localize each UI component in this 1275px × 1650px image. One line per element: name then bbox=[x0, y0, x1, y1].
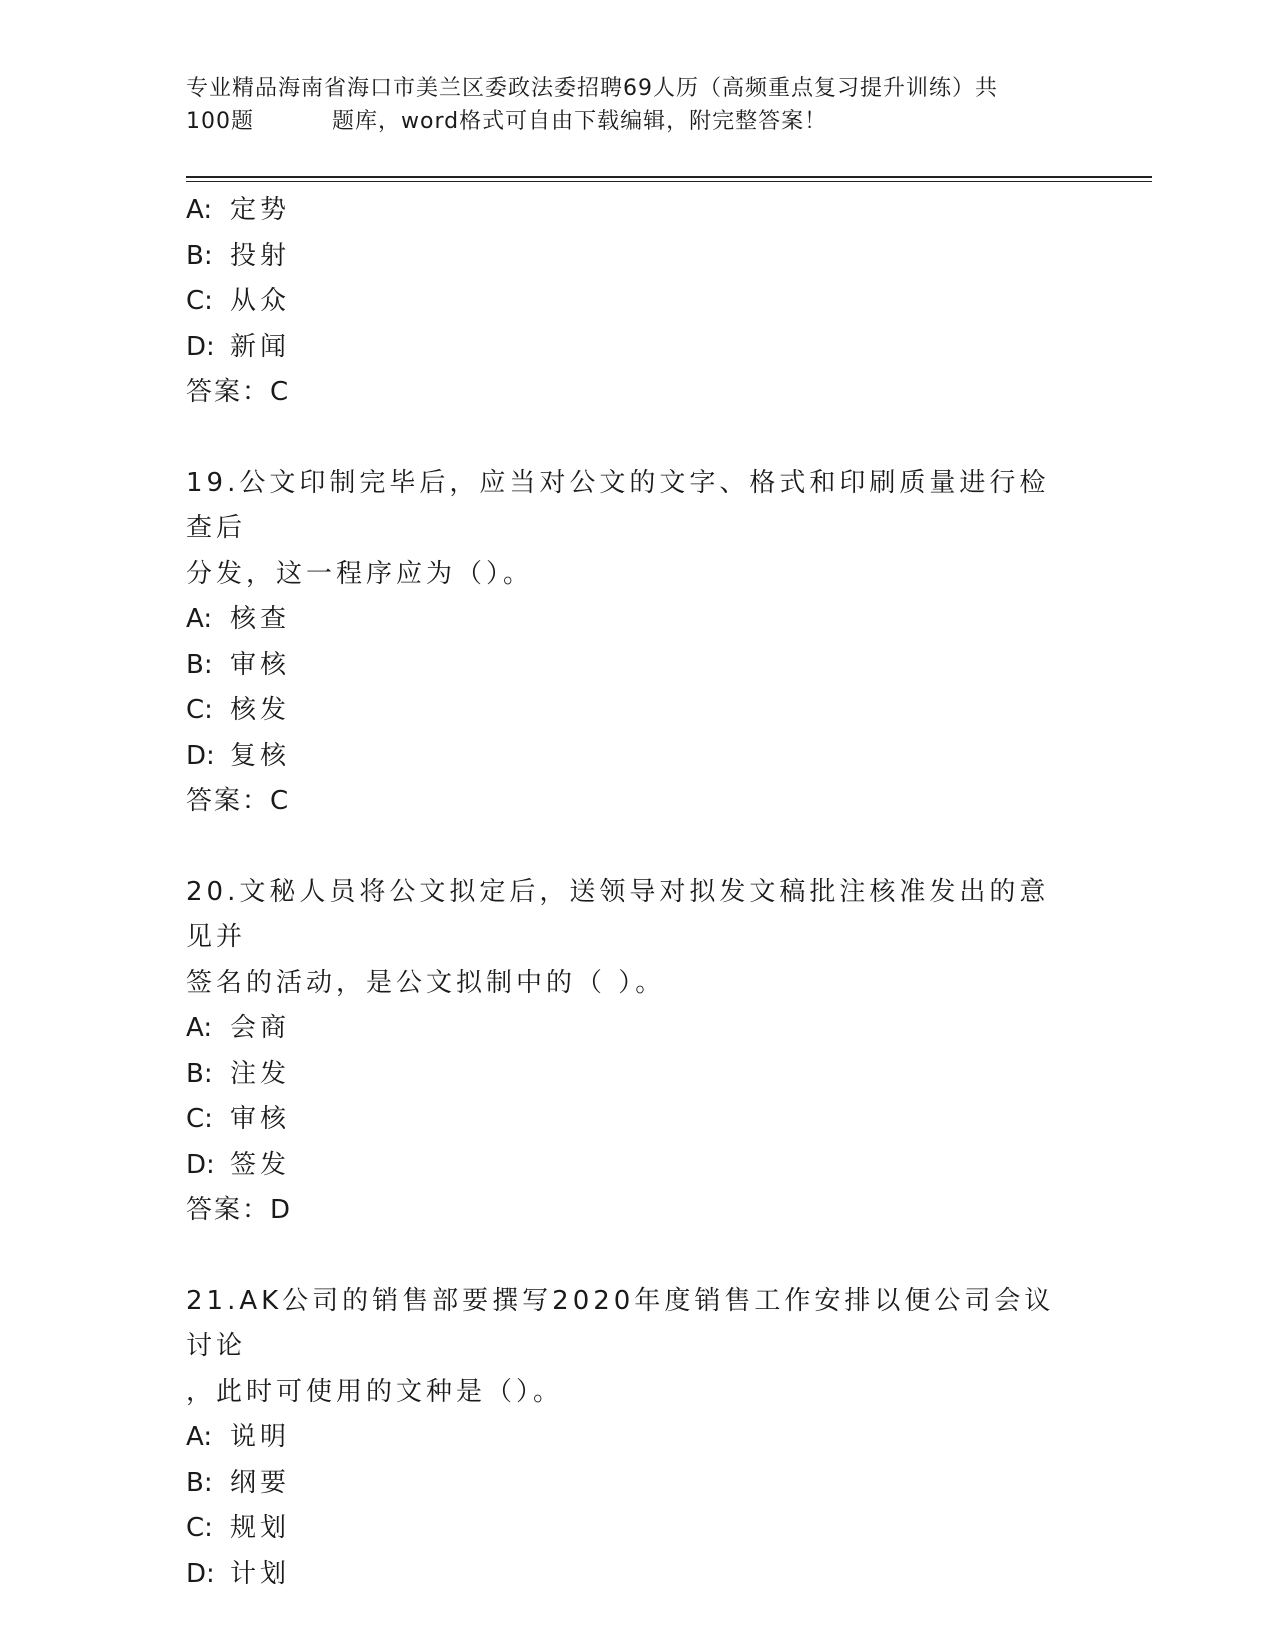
option-text: 纲要 bbox=[230, 1467, 291, 1498]
option-a bbox=[186, 1415, 1086, 1461]
option-letter: B: bbox=[186, 1467, 213, 1498]
option-text: 会商 bbox=[230, 1013, 291, 1043]
question-text-line2: 分发，这一程序应为（）。 bbox=[186, 558, 534, 589]
header-title-line1: 专业精品海南省海口市美兰区委政法委招聘69人历（高频重点复习提升训练）共 bbox=[186, 76, 998, 101]
option-letter: C: bbox=[186, 286, 213, 316]
option-letter: D: bbox=[186, 331, 215, 362]
option-a bbox=[186, 1006, 1086, 1052]
question-text-line1: 21.AK公司的销售部要撰写2020年度销售工作安排以便公司会议讨论 bbox=[186, 1285, 1055, 1361]
option-c bbox=[186, 1097, 1086, 1143]
question-text-line1: 20.文秘人员将公文拟定后，送领导对拟发文稿批注核准发出的意见并 bbox=[186, 876, 1050, 952]
option-text: 注发 bbox=[230, 1058, 291, 1089]
option-a bbox=[186, 188, 1086, 234]
header-title-line2 bbox=[186, 105, 1086, 138]
header-count: 100题 bbox=[186, 109, 254, 134]
option-text: 审核 bbox=[230, 1104, 291, 1134]
option-text: 规划 bbox=[230, 1513, 291, 1543]
question-19 bbox=[186, 461, 1086, 825]
question-list bbox=[186, 188, 1086, 1597]
question-text-line2: 签名的活动，是公文拟制中的（ ）。 bbox=[186, 967, 666, 998]
header-divider-thick bbox=[186, 176, 1152, 178]
answer-line: 答案：C bbox=[186, 786, 291, 816]
header-divider-thin bbox=[186, 181, 1152, 182]
option-text: 定势 bbox=[230, 195, 291, 225]
option-text: 计划 bbox=[230, 1558, 291, 1589]
option-text: 说明 bbox=[230, 1422, 291, 1452]
option-b bbox=[186, 234, 1086, 280]
option-letter: B: bbox=[186, 649, 213, 680]
option-text: 签发 bbox=[230, 1149, 291, 1180]
option-text: 新闻 bbox=[230, 331, 291, 362]
option-a bbox=[186, 597, 1086, 643]
answer-line: 答案：C bbox=[186, 377, 291, 407]
option-d bbox=[186, 325, 1086, 371]
page-header bbox=[186, 72, 1086, 138]
option-letter: B: bbox=[186, 240, 213, 271]
option-letter: A: bbox=[186, 195, 213, 225]
option-letter: C: bbox=[186, 695, 213, 725]
option-letter: A: bbox=[186, 604, 213, 634]
option-text: 复核 bbox=[230, 740, 291, 771]
option-letter: C: bbox=[186, 1104, 213, 1134]
option-c bbox=[186, 1506, 1086, 1552]
option-d bbox=[186, 1143, 1086, 1189]
answer-line: 答案：D bbox=[186, 1195, 293, 1225]
question-text-line2: ，此时可使用的文种是（）。 bbox=[186, 1376, 564, 1407]
option-text: 审核 bbox=[230, 649, 291, 680]
option-c bbox=[186, 279, 1086, 325]
option-b bbox=[186, 1052, 1086, 1098]
option-c bbox=[186, 688, 1086, 734]
question-21 bbox=[186, 1279, 1086, 1598]
option-letter: A: bbox=[186, 1013, 213, 1043]
header-description: 题库，word格式可自由下载编辑，附完整答案！ bbox=[332, 109, 828, 134]
option-d bbox=[186, 1552, 1086, 1598]
option-letter: D: bbox=[186, 740, 215, 771]
question-18 bbox=[186, 188, 1086, 416]
question-text-line1: 19.公文印制完毕后，应当对公文的文字、格式和印刷质量进行检查后 bbox=[186, 467, 1050, 543]
option-letter: B: bbox=[186, 1058, 213, 1089]
option-text: 投射 bbox=[230, 240, 291, 271]
option-d bbox=[186, 734, 1086, 780]
option-letter: C: bbox=[186, 1513, 213, 1543]
option-b bbox=[186, 643, 1086, 689]
option-b bbox=[186, 1461, 1086, 1507]
option-letter: D: bbox=[186, 1149, 215, 1180]
question-20 bbox=[186, 870, 1086, 1234]
option-letter: D: bbox=[186, 1558, 215, 1589]
option-text: 核查 bbox=[230, 604, 291, 634]
option-text: 核发 bbox=[230, 695, 291, 725]
option-letter: A: bbox=[186, 1422, 213, 1452]
option-text: 从众 bbox=[230, 286, 291, 316]
